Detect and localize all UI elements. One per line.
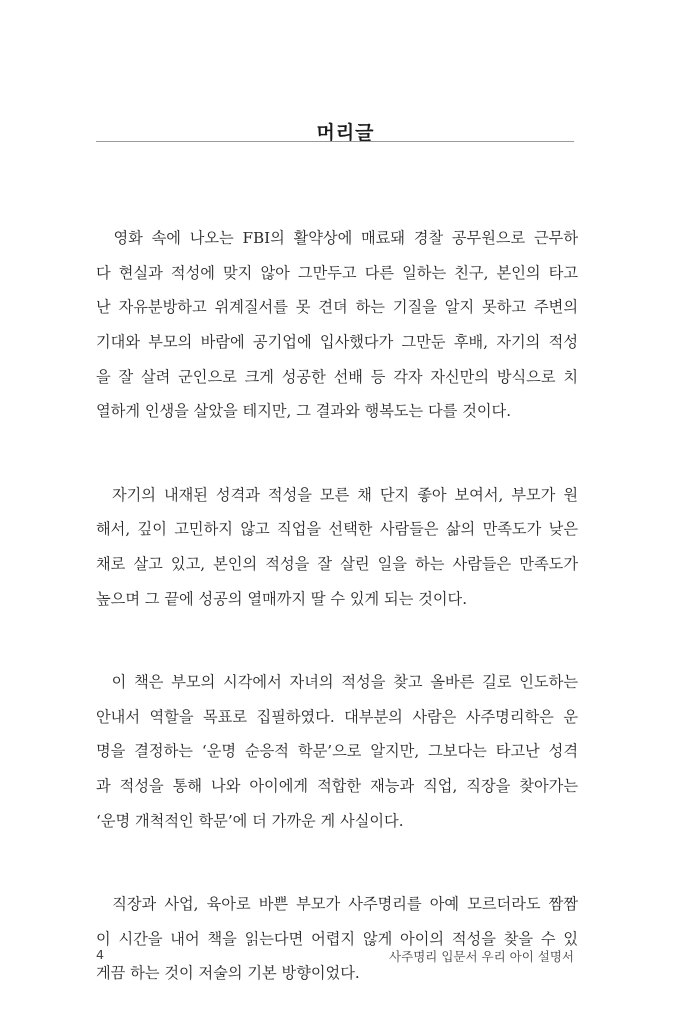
text-line: 다 현실과 적성에 맞지 않아 그만두고 다른 일하는 친구, 본인의 타고 [96,263,578,282]
paragraph-3 [96,665,578,838]
text-line: 기대와 부모의 바람에 공기업에 입사했다가 그만둔 후배, 자기의 적성 [96,333,578,352]
title-divider [96,141,574,142]
text-line: ‘운명 개척적인 학문’에 더 가까운 게 사실이다. [96,811,404,830]
paragraph-1 [96,221,578,429]
running-footer-book-title: 사주명리 입문서 우리 아이 설명서 [389,949,574,964]
text-line: 난 자유분방하고 위계질서를 못 견뎌 하는 기질을 알지 못하고 주변의 [96,298,578,317]
text-line: 이 책은 부모의 시각에서 자녀의 적성을 찾고 올바른 길로 인도하는 [96,672,578,691]
text-line: 열하게 인생을 살았을 테지만, 그 결과와 행복도는 다를 것이다. [96,402,512,421]
text-line: 안내서 역할을 목표로 집필하였다. 대부분의 사람은 사주명리학은 운 [96,707,578,726]
paragraph-2 [96,478,578,617]
text-line: 자기의 내재된 성격과 적성을 모른 채 단지 좋아 보여서, 부모가 원 [96,485,578,504]
page-number: 4 [96,947,104,962]
text-line: 명을 결정하는 ‘운명 순응적 학문’으로 알지만, 그보다는 타고난 성격 [96,742,578,761]
text-line: 직장과 사업, 육아로 바쁜 부모가 사주명리를 아예 모르더라도 짬짬 [96,894,578,913]
text-line: 과 적성을 통해 나와 아이에게 적합한 재능과 직업, 직장을 찾아가는 [96,776,578,795]
body-text [96,221,578,991]
text-line: 영화 속에 나오는 FBI의 활약상에 매료돼 경찰 공무원으로 근무하 [96,229,578,247]
text-line: 이 시간을 내어 책을 읽는다면 어렵지 않게 아이의 적성을 찾을 수 있 [96,929,578,948]
text-line: 을 잘 살려 군인으로 크게 성공한 선배 등 각자 자신만의 방식으로 치 [96,367,578,386]
text-line: 해서, 깊이 고민하지 않고 직업을 선택한 사람들은 삶의 만족도가 낮은 [96,520,578,539]
text-line: 게끔 하는 것이 저술의 기본 방향이었다. [96,964,360,983]
paragraph-4 [96,887,578,991]
page-title: 머리글 [316,122,375,144]
text-line: 높으며 그 끝에 성공의 열매까지 딸 수 있게 되는 것이다. [96,589,468,608]
text-line: 채로 살고 있고, 본인의 적성을 잘 살린 일을 하는 사람들은 만족도가 [96,555,578,573]
